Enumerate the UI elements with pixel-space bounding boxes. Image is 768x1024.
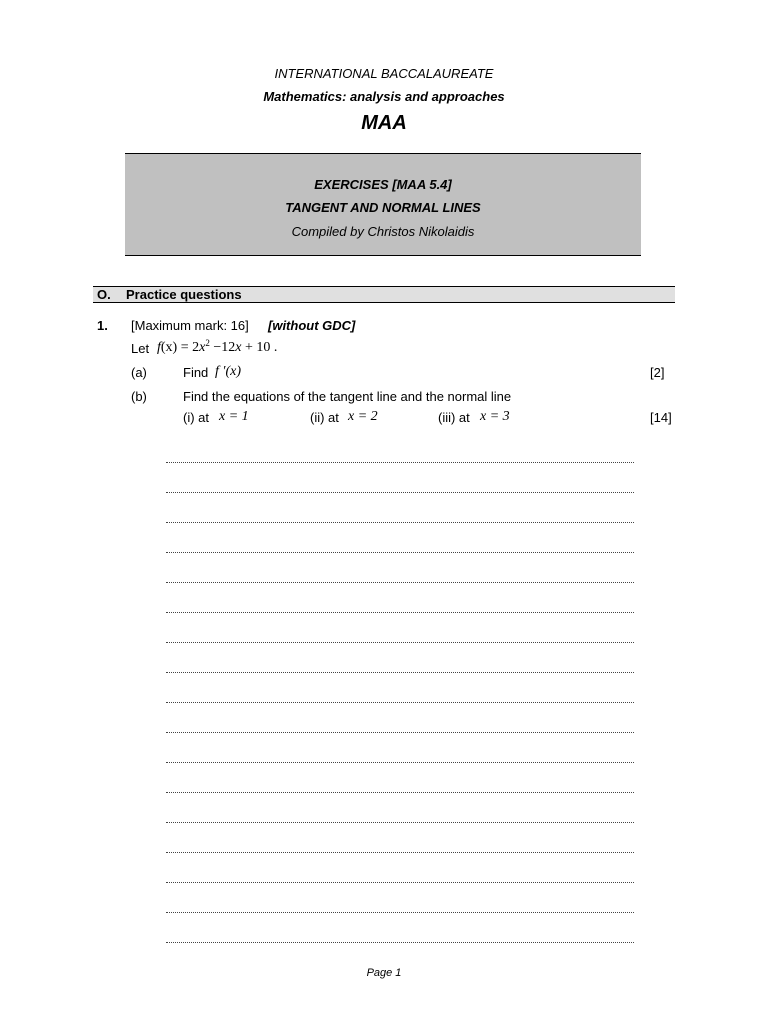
part-a-expression: f ′(x): [215, 364, 241, 379]
part-a-label: (a): [131, 365, 147, 380]
answer-line[interactable]: [166, 492, 634, 493]
answer-line[interactable]: [166, 822, 634, 823]
answer-line[interactable]: [166, 732, 634, 733]
part-b-sub-i-expr: x = 1: [219, 409, 249, 424]
answer-line[interactable]: [166, 762, 634, 763]
answer-line[interactable]: [166, 552, 634, 553]
part-b-sub-ii: (ii) at: [310, 410, 339, 425]
part-a-text: Find: [183, 365, 209, 380]
answer-line[interactable]: [166, 912, 634, 913]
answer-line[interactable]: [166, 522, 634, 523]
answer-line[interactable]: [166, 702, 634, 703]
exercise-title-box: [125, 153, 641, 256]
part-b-sub-iii-expr: x = 3: [480, 409, 510, 424]
part-b-label: (b): [131, 389, 147, 404]
exercise-title: EXERCISES [MAA 5.4]: [314, 177, 452, 192]
answer-line[interactable]: [166, 792, 634, 793]
answer-line[interactable]: [166, 582, 634, 583]
part-b-text: Find the equations of the tangent line and the normal line: [183, 389, 512, 404]
gdc-note: [without GDC]: [268, 318, 356, 333]
part-b-sub-i: (i) at: [183, 410, 209, 425]
section-header: [93, 286, 675, 303]
question-number: 1.: [97, 318, 108, 333]
answer-line[interactable]: [166, 612, 634, 613]
answer-line[interactable]: [166, 942, 634, 943]
section-number: O.: [97, 287, 111, 302]
section-title: Practice questions: [126, 287, 242, 302]
function-definition: $f(x) = 2x^2 -12x + 10$ .: [157, 338, 278, 355]
part-b-sub-iii: (iii) at: [438, 410, 470, 425]
exercise-subtitle: TANGENT AND NORMAL LINES: [285, 200, 481, 215]
part-b-sub-ii-expr: x = 2: [348, 409, 378, 424]
course-title: Mathematics: analysis and approaches: [263, 89, 505, 104]
answer-line[interactable]: [166, 672, 634, 673]
institution-name: INTERNATIONAL BACCALAUREATE: [274, 66, 494, 81]
part-b-marks: [14]: [650, 410, 672, 425]
exercise-author: Compiled by Christos Nikolaidis: [291, 224, 475, 239]
page-number: Page 1: [366, 967, 402, 979]
answer-line[interactable]: [166, 462, 634, 463]
course-code: MAA: [361, 112, 407, 134]
answer-line[interactable]: [166, 882, 634, 883]
part-a-marks: [2]: [650, 365, 665, 380]
answer-line[interactable]: [166, 642, 634, 643]
answer-line[interactable]: [166, 852, 634, 853]
max-mark: [Maximum mark: 16]: [131, 318, 249, 333]
let-label: Let: [131, 341, 150, 356]
